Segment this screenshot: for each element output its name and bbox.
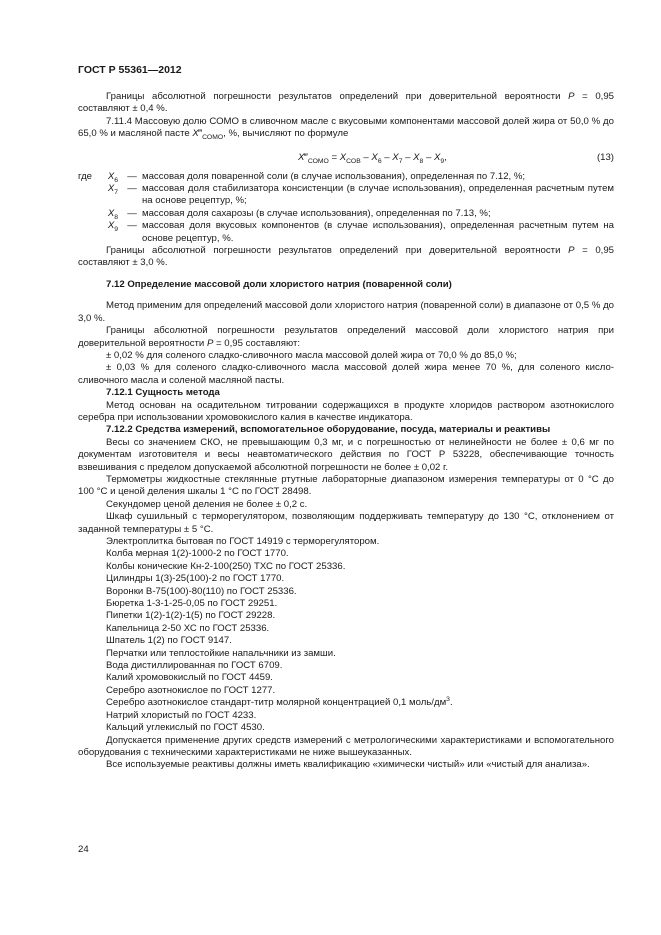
list-item: Бюретка 1-3-1-25-0,05 по ГОСТ 29251. [106,598,278,610]
paragraph: Границы абсолютной погрешности результатов определений при доверительной вероятности P = 0,95 составляют ± 0,4 %. [78,91,614,115]
formula-13 [78,147,614,171]
formula-number: (13) [596,151,614,163]
page-number: 24 [78,844,89,855]
page-body [78,91,614,772]
paragraph: ± 0,02 % для соленого сладко-сливочного масла массовой долей жира от 70,0 % до 85,0 %; [106,349,517,361]
paragraph: Весы со значением СКО, не превышающим 0,3 мг, и с погрешностью от нелинейности не более ± 0,6 мг по документам изготовителя и весы неавтоматического действия по ГОСТ Р 53228, обеспечивающие точность взвешивания с пределом допускаемой абсолютной погрешности не более ± 0,02 г. [78,436,614,473]
list-item: Колбы конические Кн-2-100(250) ТХС по ГОСТ 25336. [106,560,346,572]
list-item: Пипетки 1(2)-1(2)-1(5) по ГОСТ 29228. [106,610,276,622]
list-item: Серебро азотнокислое стандарт-титр молярной концентрацией 0,1 моль/$дм^3$. [106,696,453,709]
paragraph: Метод применим для определений массовой доли хлористого натрия (поваренной соли) в диапазоне от 0,5 % до 3,0 %. [78,300,614,324]
list-item: Капельница 2-50 ХС по ГОСТ 25336. [106,622,270,634]
section-heading-7-12: 7.12 Определение массовой доли хлористого натрия (поваренной соли) [106,278,452,290]
paragraph: Границы абсолютной погрешности результатов определений массовой доли хлористого натрия при доверительной вероятности P = 0,95 составляют: [78,325,614,349]
definition-item: $X_8$ — массовая доля сахарозы (в случае использования), определенная по 7.13, %; [107,207,491,221]
definition-item: $X_7$ — массовая доля стабилизатора консистенции (в случае использования), определенная расчетным путем на основе рецептур, %; [107,183,614,207]
paragraph: Границы абсолютной погрешности результатов определений при доверительной вероятности P = 0,95 составляют ± 3,0 %. [78,245,614,269]
list-item: Серебро азотнокислое по ГОСТ 1277. [106,684,276,696]
paragraph: Все используемые реактивы должны иметь квалификацию «химически чистый» или «чистый для анализа». [106,759,590,771]
definition-item: $X_9$ — массовая доля вкусовых компонентов (в случае использования), определенная расчетным путем на основе рецептур, %. [107,220,614,244]
list-item: Колба мерная 1(2)-1000-2 по ГОСТ 1770. [106,548,289,560]
list-item: Вода дистиллированная по ГОСТ 6709. [106,660,283,672]
definitions-list [78,171,614,245]
paragraph: Шкаф сушильный с терморегулятором, позволяющим поддерживать температуру до 130 °C, отклонением от заданной температуры ± 5 °C. [78,511,614,535]
section-heading-7-12-1: 7.12.1 Сущность метода [106,387,220,399]
paragraph: 7.11.4 Массовую долю СОМО в сливочном масле с вкусовыми компонентами массовой долей жира от 50,0 % до 65,0 % и масляной пасте $X‴_{СОМО}$, %, вычисляют по формуле [78,115,614,142]
list-item: Электроплитка бытовая по ГОСТ 14919 с терморегулятором. [106,536,380,547]
section-heading-7-12-2: 7.12.2 Средства измерений, вспомогательное оборудование, посуда, материалы и реактивы [106,424,551,436]
paragraph: Допускается применение других средств измерений с метрологическими характеристиками и вспомогательного оборудования с техническими характеристиками не ниже вышеуказанных. [78,734,614,758]
paragraph: Секундомер ценой деления не более ± 0,2 с. [106,498,308,510]
list-item: Цилиндры 1(3)-25(100)-2 по ГОСТ 1770. [106,573,285,585]
paragraph: Термометры жидкостные стеклянные ртутные лабораторные диапазоном измерения температуры от 0 °C до 100 °C и ценой деления шкалы 1 °C по ГОСТ 28498. [78,473,614,498]
list-item: Натрий хлористый по ГОСТ 4233. [106,709,257,721]
paragraph: ± 0,03 % для соленого сладко-сливочного масла массовой долей жира менее 70 %, для соленого кисло-сливочного масла и соленой масляной пасты. [78,362,614,386]
list-item: Воронки В-75(100)-80(110) по ГОСТ 25336. [106,585,297,597]
formula-expression: $X‴_{СОМО} = X_{СОВ} - X_6 - X_7 - X_8 - X_9$, [298,151,447,165]
list-item: Шпатель 1(2) по ГОСТ 9147. [106,635,232,647]
list-item: Кальций углекислый по ГОСТ 4530. [106,722,265,734]
paragraph: Метод основан на осадительном титровании содержащихся в продукте хлоридов раствором азотнокислого серебра при использовании хромовокислого калия в качестве индикатора. [78,399,614,423]
list-item: Перчатки или теплостойкие напальчники из замши. [106,647,336,659]
list-item: Калий хромовокислый по ГОСТ 4459. [106,672,273,684]
page-header: ГОСТ Р 55361—2012 [78,64,182,76]
definition-item: где $X_6$ — массовая доля поваренной соли (в случае использования), определенная по 7.12, %; [78,170,526,184]
